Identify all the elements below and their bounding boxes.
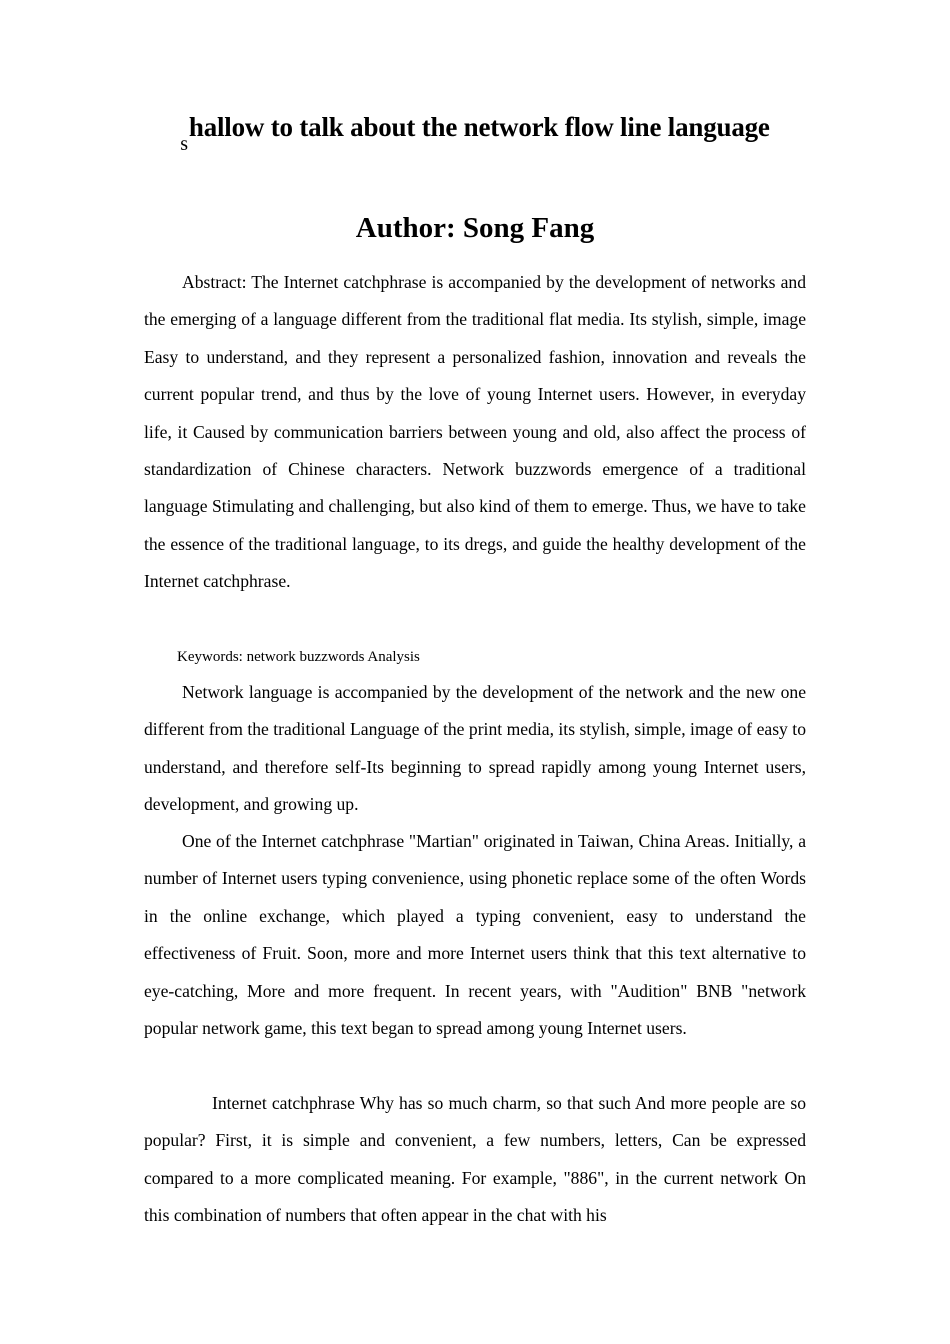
- abstract-paragraph: Abstract: The Internet catchphrase is accompanied by the development of networks and the emerging of a language different from the traditional flat media. Its stylish, simple, image Easy to understand, and they represent a personalized fashion, innovation and reveals the current popular trend, and thus by the love of young Internet users. However, in everyday life, it Caused by communication barriers between young and old, also affect the process of standardization of Chinese characters. Network buzzwords emergence of a traditional language Stimulating and challenging, but also kind of them to emerge. Thus, we have to take the essence of the traditional language, to its dregs, and guide the healthy development of the Internet catchphrase.: [144, 272, 806, 592]
- title-drop-letter: s: [180, 133, 188, 155]
- body-paragraph-3: Internet catchphrase Why has so much charm, so that such And more people are so popular? First, it is simple and convenient, a few numbers, letters, Can be expressed compared to a more complicated meaning. For example, "886", in the current network On this combination of numbers that often appear in the chat with his: [144, 1093, 806, 1226]
- body-paragraph-2: One of the Internet catchphrase "Martian" originated in Taiwan, China Areas. Initially, a number of Internet users typing convenience, using phonetic replace some of the often Words in the online exchange, which played a typing convenient, easy to understand the effectiveness of Fruit. Soon, more and more Internet users think that this text alternative to eye-catching, More and more frequent. In recent years, with "Audition" BNB "network popular network game, this text began to spread among young Internet users.: [144, 831, 806, 1039]
- author-line: Author: Song Fang: [355, 212, 595, 244]
- title-text: hallow to talk about the network flow line language: [188, 112, 770, 142]
- body-paragraph-1: Network language is accompanied by the development of the network and the new one different from the traditional Language of the print media, its stylish, simple, image of easy to understand, and therefore self-Its beginning to spread rapidly among young Internet users, development, and growing up.: [144, 682, 806, 815]
- keywords-line: Keywords: network buzzwords Analysis: [177, 649, 420, 665]
- document-title: [0, 112, 950, 155]
